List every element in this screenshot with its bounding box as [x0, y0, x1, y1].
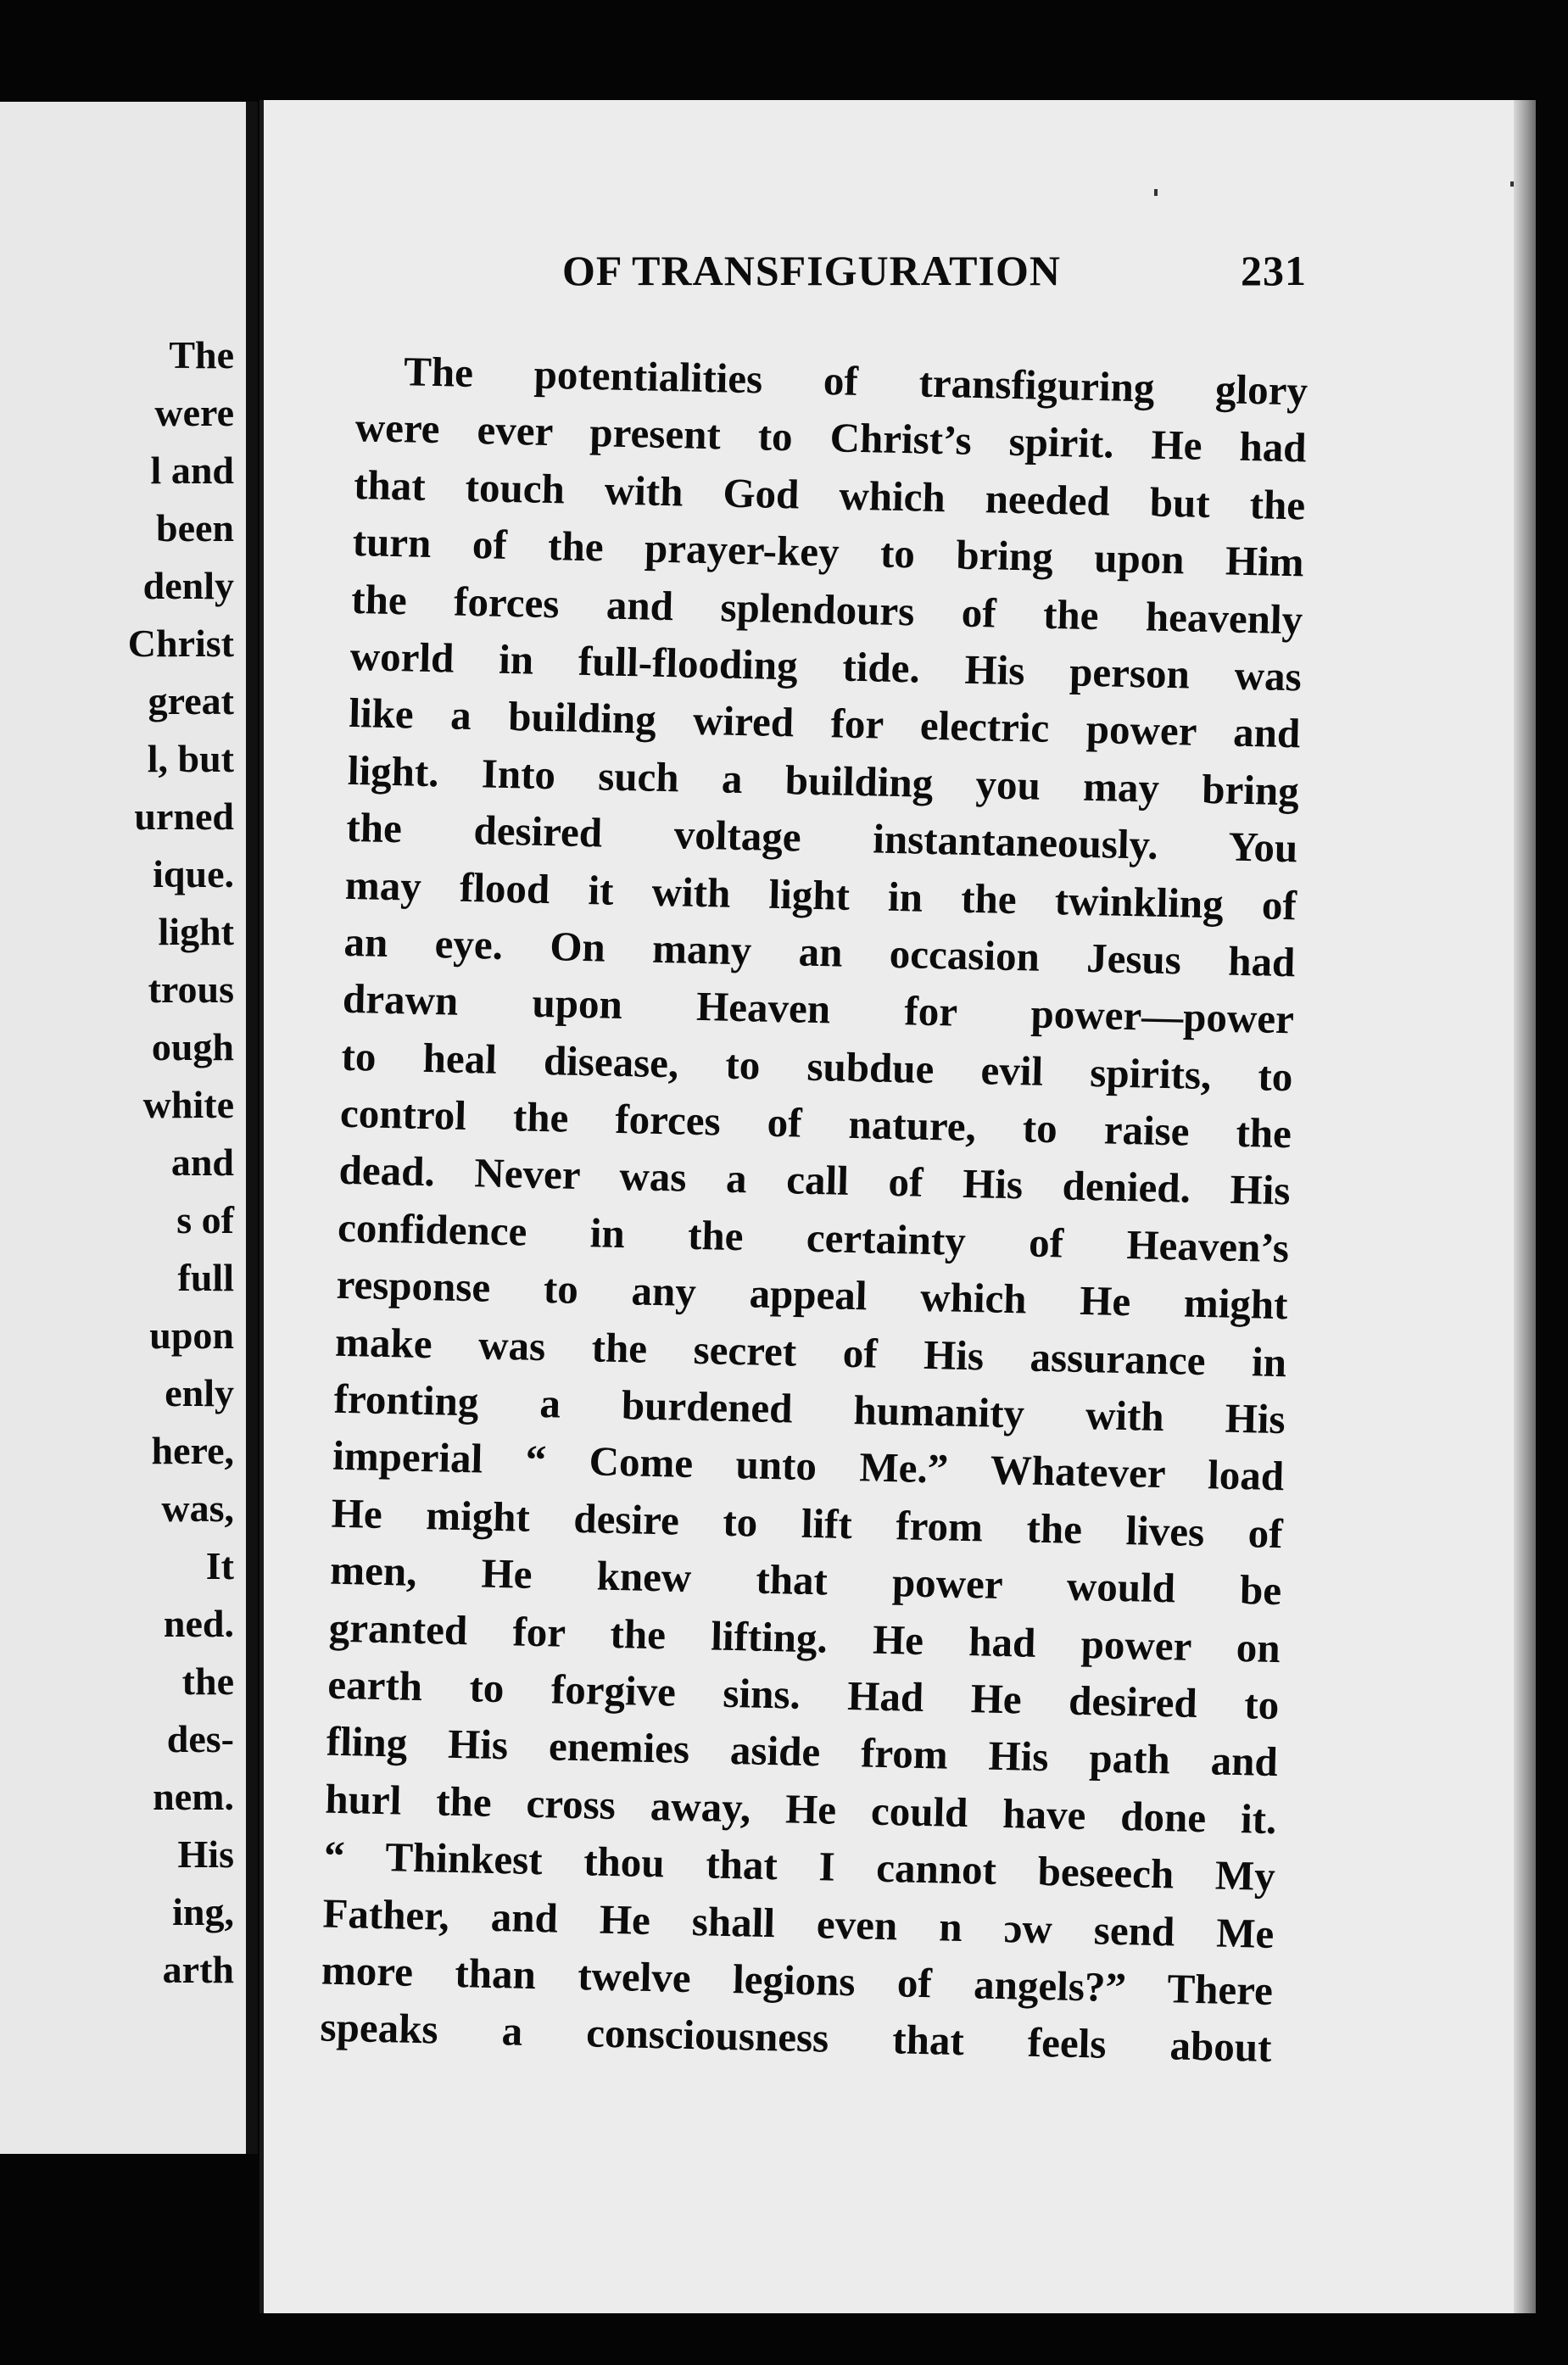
- text-line: an eye. On many an occasion Jesus had: [343, 918, 1296, 986]
- text-line: drawn upon Heaven for power—power: [342, 975, 1295, 1043]
- left-line: was,: [161, 1486, 234, 1530]
- left-line: The: [169, 333, 234, 377]
- text-line: imperial “ Come unto Me.” Whatever load: [332, 1432, 1285, 1500]
- left-line: ned.: [163, 1602, 234, 1645]
- left-line: were: [154, 391, 234, 434]
- left-line: been: [156, 506, 234, 549]
- left-line: ique.: [153, 852, 234, 895]
- running-head-title: OF TRANSFIGURATION: [562, 247, 1061, 294]
- text-line: dead. Never was a call of His denied. His: [338, 1146, 1292, 1214]
- left-line: His: [177, 1832, 234, 1876]
- text-line: like a building wired for electric power and: [348, 689, 1301, 757]
- speck-mark: [1154, 189, 1158, 196]
- text-line: He might desire to lift from the lives of: [331, 1489, 1284, 1557]
- text-line: more than twelve legions of angels?” There: [321, 1946, 1274, 2014]
- text-line: turn of the prayer-key to bring upon Him: [352, 518, 1305, 586]
- gutter-shadow: [246, 102, 258, 2154]
- main-page: [259, 100, 1536, 2313]
- left-line: white: [142, 1083, 234, 1126]
- page-edge: [1514, 100, 1536, 2313]
- page-number: 231: [1241, 247, 1307, 294]
- left-line: l, but: [147, 737, 234, 780]
- left-line: It: [205, 1544, 234, 1587]
- text-line: the forces and splendours of the heavenly: [350, 575, 1303, 643]
- left-line: s of: [176, 1198, 234, 1241]
- text-line: men, He knew that power would be: [329, 1546, 1282, 1615]
- speck-mark: [1510, 181, 1514, 187]
- text-line: world in full-flooding tide. His person was: [349, 632, 1303, 700]
- text-line: control the forces of nature, to raise the: [339, 1089, 1292, 1157]
- text-line: confidence in the certainty of Heaven’s: [337, 1203, 1290, 1272]
- text-line: light. Into such a building you may bring: [347, 746, 1300, 815]
- text-line: Father, and He shall even n ɔw send Me: [321, 1889, 1275, 1957]
- left-line: arth: [162, 1948, 234, 1991]
- left-line: Christ: [127, 622, 234, 665]
- text-line: response to any appeal which He might: [336, 1260, 1289, 1329]
- text-line: fronting a burdened humanity with His: [333, 1375, 1286, 1443]
- left-line: the: [181, 1659, 234, 1703]
- text-line: The potentialities of transfiguring glory: [403, 348, 1309, 415]
- left-line: ing,: [172, 1890, 234, 1933]
- text-line: speaks a consciousness that feels about: [320, 2003, 1272, 2072]
- text-line: were ever present to Christ’s spirit. He had: [354, 404, 1308, 471]
- left-line: full: [177, 1256, 234, 1299]
- text-line: earth to forgive sins. Had He desired to: [326, 1660, 1280, 1729]
- text-line: the desired voltage instantaneously. You: [345, 803, 1298, 872]
- left-line: enly: [165, 1371, 234, 1414]
- text-line: make was the secret of His assurance in: [334, 1318, 1287, 1386]
- left-line: upon: [149, 1314, 234, 1357]
- text-line: granted for the lifting. He had power on: [328, 1604, 1281, 1671]
- text-line: hurl the cross away, He could have done it.: [324, 1775, 1277, 1843]
- left-line: ough: [151, 1025, 234, 1068]
- left-page-fragment: [0, 102, 246, 2154]
- left-line: light: [158, 910, 234, 953]
- left-line: des-: [166, 1717, 234, 1760]
- text-line: fling His enemies aside from His path and: [326, 1717, 1279, 1786]
- left-line: trous: [148, 968, 234, 1011]
- body-text: [320, 342, 1309, 2077]
- text-line: that touch with God which needed but the: [353, 460, 1306, 529]
- text-line: to heal disease, to subdue evil spirits, to: [341, 1032, 1293, 1100]
- left-line: great: [148, 679, 234, 722]
- left-line: here,: [151, 1429, 234, 1472]
- left-line: nem.: [153, 1775, 234, 1818]
- left-line: urned: [134, 795, 234, 838]
- left-page-text: [128, 326, 234, 1999]
- text-line: “ Thinkest thou that I cannot beseech My: [323, 1832, 1276, 1900]
- left-line: l and: [150, 449, 234, 492]
- left-line: denly: [142, 564, 234, 607]
- text-line: may flood it with light in the twinkling of: [344, 861, 1297, 929]
- left-line: and: [170, 1141, 234, 1184]
